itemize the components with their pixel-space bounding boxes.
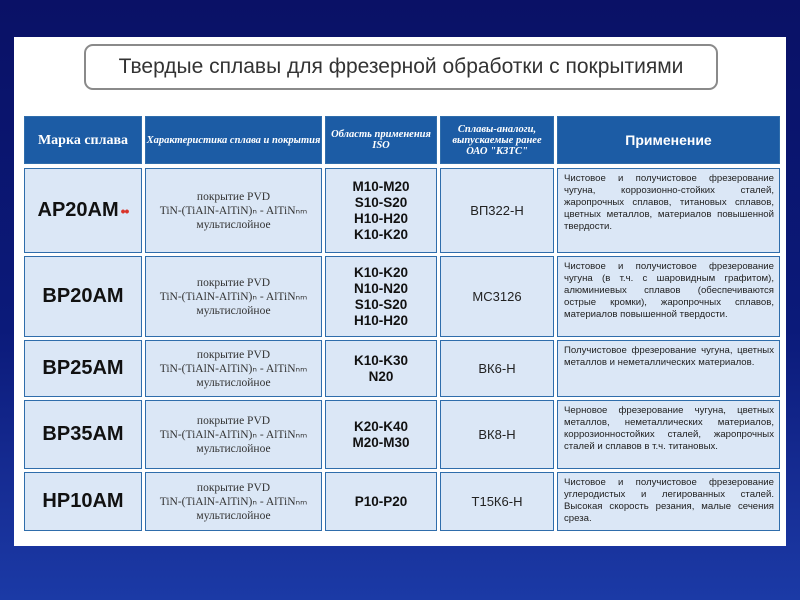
header-application: Применение <box>557 116 780 164</box>
mark-cell <box>24 168 142 253</box>
header-mark: Марка сплава <box>24 116 142 164</box>
iso-code: N20 <box>368 368 394 384</box>
coating-text: мультислойное <box>196 218 271 231</box>
alloy-table <box>24 116 780 536</box>
iso-code: S10-S20 <box>354 194 408 210</box>
application-cell: Чистовое и получистовое фрезерование чугуна (в т.ч. с шаровидным графитом), алюминиевых сплавов (обеспечиваются острые кромки), жаропрочных сплавов, материалов повышенной твердости. <box>557 256 780 337</box>
mark-cell <box>24 256 142 337</box>
iso-code: H10-H20 <box>353 210 409 226</box>
analog-cell: Т15К6-Н <box>440 472 554 531</box>
coating-text: мультислойное <box>196 376 271 389</box>
header-iso: Область применения ISO <box>325 116 437 164</box>
coating-text: TiN-(TiAlN-AlTiN)ₙ - AlTiNₙₘ <box>159 428 308 441</box>
coating-cell <box>145 256 322 337</box>
mark-cell <box>24 340 142 397</box>
iso-cell <box>325 340 437 397</box>
coating-text: покрытие PVD <box>196 414 271 427</box>
analog-cell: МС3126 <box>440 256 554 337</box>
iso-code: M10-M20 <box>352 178 410 194</box>
coating-text: TiN-(TiAlN-AlTiN)ₙ - AlTiNₙₘ <box>159 290 308 303</box>
application-cell: Черновое фрезерование чугуна, цветных металлов, неметаллических материалов, коррозионностойких сталей, жаропрочных сталей и сплавов в т.ч. титановых. <box>557 400 780 469</box>
application-cell: Чистовое и получистовое фрезерование углеродистых и легированных сталей. Высокая скорость резания, малые сечения среза. <box>557 472 780 531</box>
application-cell: Чистовое и получистовое фрезерование чугуна, коррозионно-стойких сталей, жаропрочных сплавов, титановых сплавов, цветных металлов, материалов повышенной твердости. <box>557 168 780 253</box>
analog-cell: ВП322-Н <box>440 168 554 253</box>
iso-cell <box>325 168 437 253</box>
iso-code: M20-M30 <box>352 434 410 450</box>
iso-code: N10-N20 <box>353 280 409 296</box>
alloy-mark: BP25AM <box>42 357 124 379</box>
iso-cell <box>325 256 437 337</box>
application-cell: Получистовое фрезерование чугуна, цветных металлов и неметаллических материалов. <box>557 340 780 397</box>
slide-title: Твердые сплавы для фрезерной обработки с покрытиями <box>84 44 718 90</box>
analog-cell: ВК6-Н <box>440 340 554 397</box>
coating-text: покрытие PVD <box>196 190 271 203</box>
coating-text: мультислойное <box>196 442 271 455</box>
coating-text: TiN-(TiAlN-AlTiN)ₙ - AlTiNₙₘ <box>159 362 308 375</box>
analog-cell: ВК8-Н <box>440 400 554 469</box>
coating-text: покрытие PVD <box>196 481 271 494</box>
alloy-mark: BP20AM <box>42 285 124 307</box>
iso-code: K10-K20 <box>353 264 409 280</box>
iso-cell <box>325 400 437 469</box>
header-characteristics: Характеристика сплава и покрытия <box>145 116 322 164</box>
coating-cell <box>145 168 322 253</box>
mark-cell <box>24 472 142 531</box>
iso-code: H10-H20 <box>353 312 409 328</box>
mark-dots: •• <box>120 202 129 219</box>
coating-text: мультислойное <box>196 509 271 522</box>
iso-code: K10-K20 <box>353 226 409 242</box>
iso-code: P10-P20 <box>354 493 408 509</box>
coating-text: TiN-(TiAlN-AlTiN)ₙ - AlTiNₙₘ <box>159 204 308 217</box>
header-analogs: Сплавы-аналоги, выпускаемые ранее ОАО "КЗТС" <box>440 116 554 164</box>
iso-code: K20-K40 <box>353 418 409 434</box>
alloy-mark: BP35AM <box>42 423 124 445</box>
mark-cell <box>24 400 142 469</box>
alloy-mark: AP20AM <box>37 199 119 221</box>
coating-text: покрытие PVD <box>196 276 271 289</box>
coating-text: TiN-(TiAlN-AlTiN)ₙ - AlTiNₙₘ <box>159 495 308 508</box>
iso-code: S10-S20 <box>354 296 408 312</box>
coating-text: мультислойное <box>196 304 271 317</box>
coating-cell <box>145 400 322 469</box>
coating-cell <box>145 340 322 397</box>
coating-cell <box>145 472 322 531</box>
coating-text: покрытие PVD <box>196 348 271 361</box>
iso-cell <box>325 472 437 531</box>
alloy-mark: HP10AM <box>42 490 124 512</box>
iso-code: K10-K30 <box>353 352 409 368</box>
